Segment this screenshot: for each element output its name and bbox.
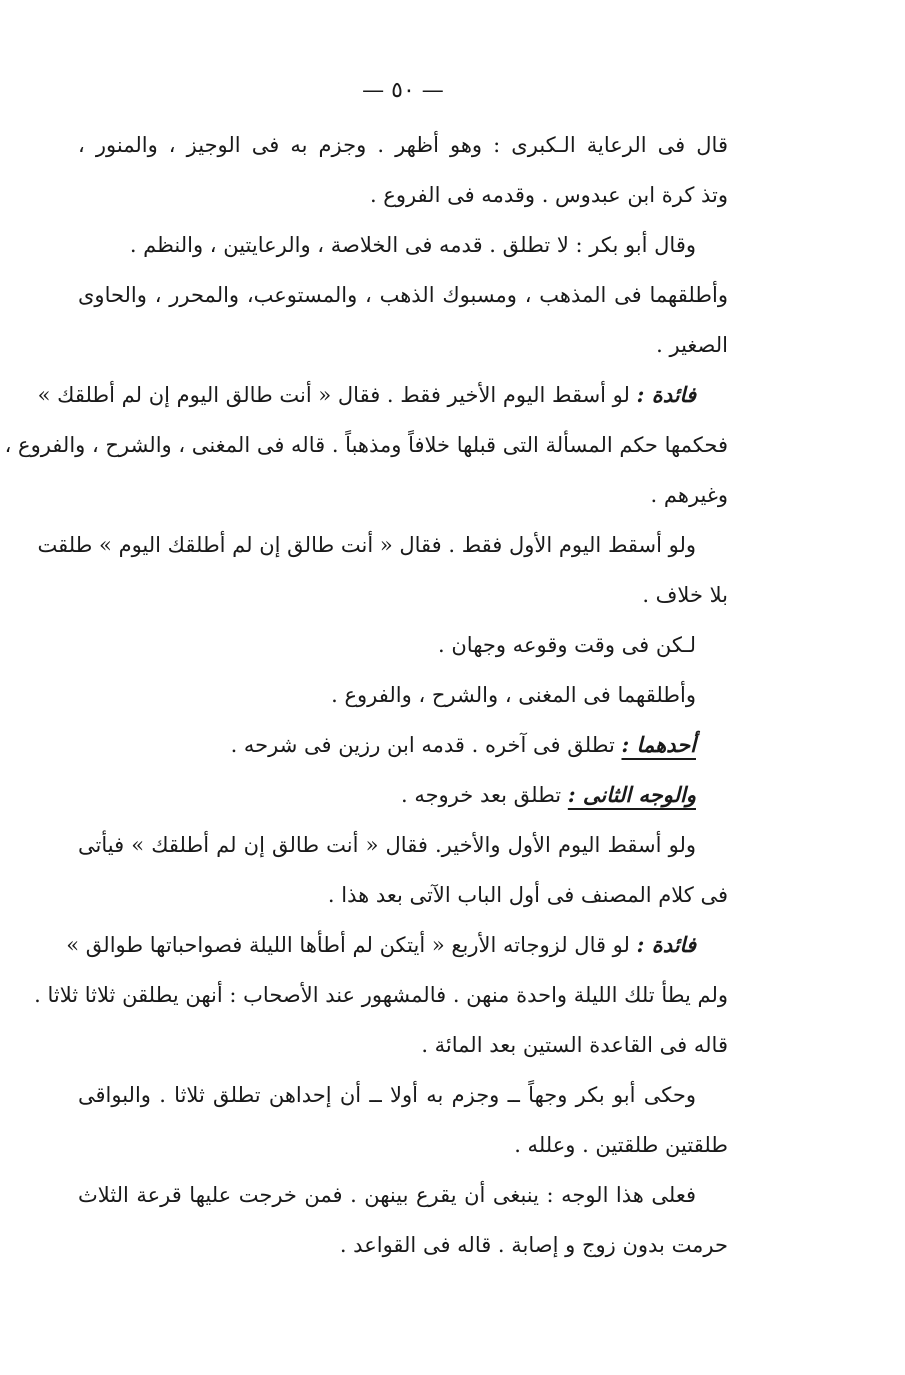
line-text: لو أسقط اليوم الأخير فقط . فقال « أنت طالق اليوم إن لم أطلقك » — [37, 383, 630, 407]
option-label: والوجه الثانى : — [567, 782, 696, 807]
line-text: وأطلقهما فى المغنى ، والشرح ، والفروع . — [331, 683, 696, 707]
text-line — [78, 1083, 728, 1133]
text-line — [78, 1133, 728, 1183]
line-text: فعلى هذا الوجه : ينبغى أن يقرع بينهن . فمن خرجت عليها قرعة الثلاث — [78, 1183, 696, 1207]
line-text: الصغير . — [656, 333, 728, 357]
line-text: فى كلام المصنف فى أول الباب الآتى بعد هذا . — [327, 883, 728, 907]
text-line — [78, 783, 728, 833]
text-line — [37, 533, 728, 583]
note-label: فائدة : — [636, 932, 696, 957]
line-text: ولم يطأ تلك الليلة واحدة منهن . فالمشهور عند الأصحاب : أنهن يطلقن ثلاثا ثلاثا . — [34, 983, 728, 1007]
text-line — [34, 983, 728, 1033]
line-text: وتذ كرة ابن عبدوس . وقدمه فى الفروع . — [369, 183, 728, 207]
option-label: أحدهما : — [621, 732, 696, 757]
line-text: وأطلقهما فى المذهب ، ومسبوك الذهب ، والمستوعب، والمحرر ، والحاوى — [78, 283, 728, 307]
line-text: ولو أسقط اليوم الأول فقط . فقال « أنت طالق إن لم أطلقك اليوم » طلقت — [37, 533, 696, 557]
line-text: ولو أسقط اليوم الأول والأخير. فقال « أنت طالق إن لم أطلقك » فيأتى — [78, 833, 696, 857]
text-line — [66, 932, 728, 983]
text-line — [37, 382, 728, 433]
text-line — [78, 283, 728, 333]
text-line — [78, 183, 728, 233]
line-text: لو قال لزوجاته الأربع « أيتكن لم أطأها الليلة فصواحباتها طوالق » — [66, 933, 630, 957]
line-text: قال فى الرعاية الـكبرى : وهو أظهر . وجزم به فى الوجيز ، والمنور ، — [78, 133, 728, 157]
text-line — [78, 133, 728, 183]
document-page — [4, 78, 728, 1283]
line-text: وحكى أبو بكر وجهاً ــ وجزم به أولا ــ أن إحداهن تطلق ثلاثا . والبواقى — [78, 1083, 696, 1107]
text-line — [78, 683, 728, 733]
page-number: — ٥٠ — — [362, 78, 444, 103]
text-line — [78, 733, 728, 783]
line-text: طلقتين طلقتين . وعلله . — [514, 1133, 728, 1157]
text-line — [78, 633, 728, 683]
text-line — [78, 833, 728, 883]
line-text: تطلق بعد خروجه . — [400, 783, 562, 807]
text-line — [78, 233, 728, 283]
line-text: فحكمها حكم المسألة التى قبلها خلافاً ومذهباً . قاله فى المغنى ، والشرح ، والفروع ، — [4, 433, 728, 457]
line-text: تطلق فى آخره . قدمه ابن رزين فى شرحه . — [230, 733, 615, 757]
text-line — [4, 433, 728, 483]
line-text: حرمت بدون زوج و إصابة . قاله فى القواعد . — [339, 1233, 728, 1257]
text-line — [78, 1233, 728, 1283]
text-line — [78, 1033, 728, 1083]
text-line — [78, 583, 728, 633]
line-text: قاله فى القاعدة الستين بعد المائة . — [421, 1033, 728, 1057]
text-line — [78, 483, 728, 533]
line-text: بلا خلاف . — [642, 583, 728, 607]
text-line — [78, 333, 728, 383]
line-text: لـكن فى وقت وقوعه وجهان . — [438, 633, 696, 657]
note-label: فائدة : — [636, 382, 696, 407]
text-line — [78, 883, 728, 933]
line-text: وغيرهم . — [650, 483, 728, 507]
line-text: وقال أبو بكر : لا تطلق . قدمه فى الخلاصة ، والرعايتين ، والنظم . — [129, 233, 696, 257]
text-line — [78, 1183, 728, 1233]
